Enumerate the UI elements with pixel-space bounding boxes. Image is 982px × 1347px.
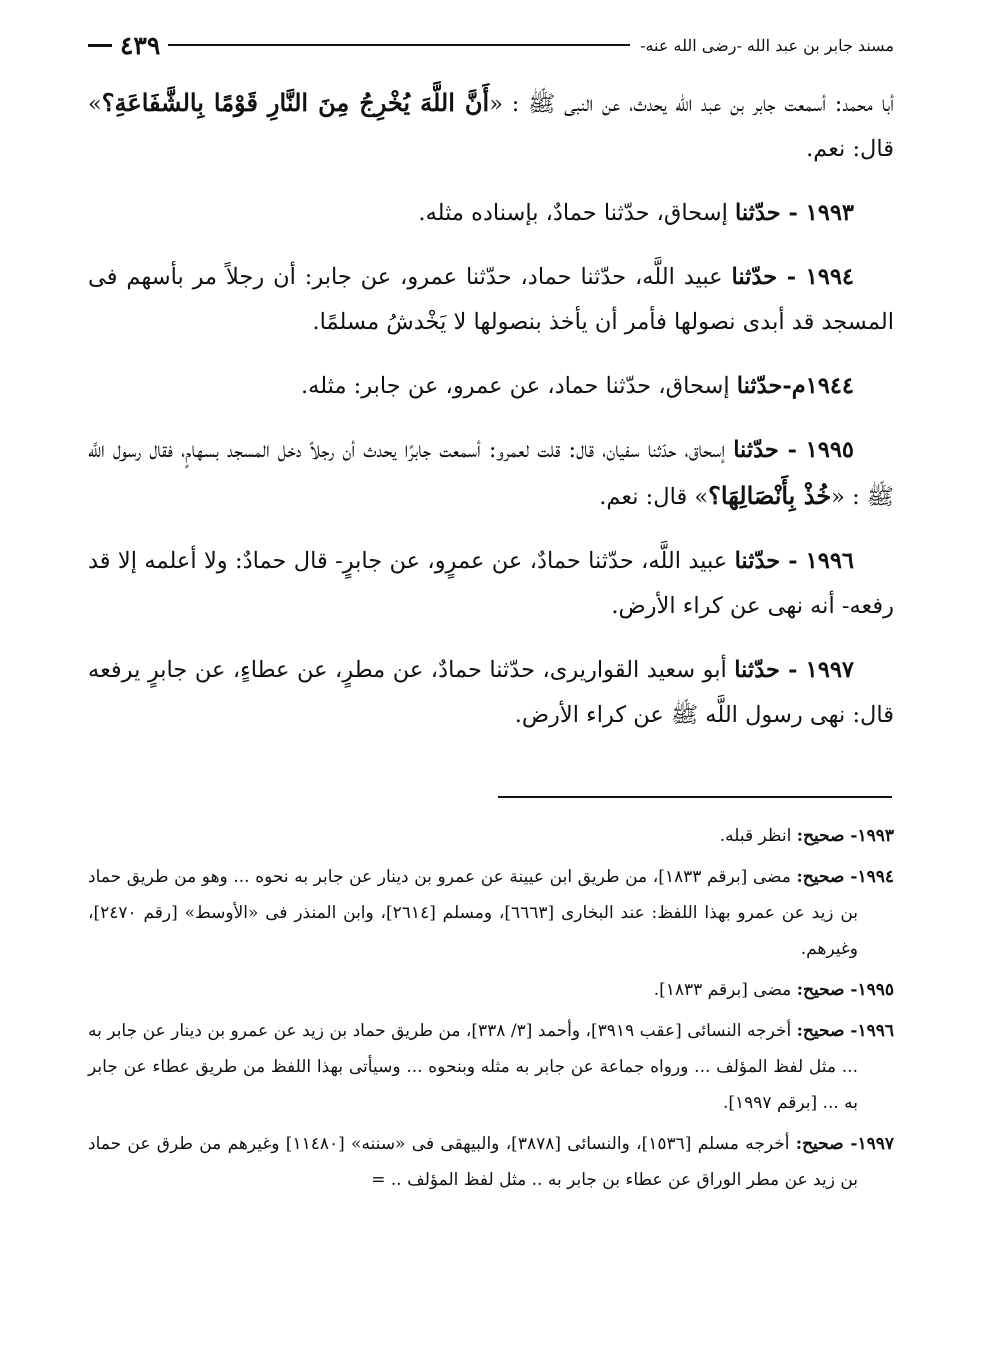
hadith-lead: حدّثنا — [731, 264, 778, 290]
continued-hadith — [88, 80, 894, 172]
hadith-lead: حدّثنا — [733, 437, 779, 463]
hadith-text: إسحاق، حدّثنا حماد، عن عمرو، عن جابر: مثله. — [301, 373, 737, 399]
hadith-lead: حدّثنا — [734, 657, 780, 683]
footnote-1994 — [88, 859, 894, 967]
page-header — [88, 30, 894, 60]
footnote-separator — [498, 796, 892, 798]
footnote-number: ١٩٩٧- صحيح: — [795, 1134, 895, 1154]
intro-lead: أبا محمد: أسمعت جابر بن عبد الله يحدث، عن النبى ﷺ : « — [489, 91, 894, 117]
footnote-text: أخرجه مسلم [١٥٣٦]، والنسائى [٣٨٧٨]، والبيهقى فى «سننه» [١١٤٨٠] وغيرهم من طرق عن حماد بن زيد عن مطر الوراق عن عطاء بن جابر به .. مثل لفظ المؤلف .. = — [88, 1134, 858, 1190]
hadith-quote: خُذْ بِأَنْصَالِهَا؟ — [708, 481, 832, 510]
hadith-number: ١٩٩٧ - — [779, 657, 854, 683]
footnote-number: ١٩٩٦- صحيح: — [796, 1021, 894, 1041]
hadith-lead: حدّثنا — [736, 373, 783, 399]
page-number: ٤٣٩ — [120, 30, 161, 60]
footnote-text: انظر قبله. — [719, 826, 797, 846]
hadith-lead: حدّثنا — [735, 200, 781, 226]
header-rule — [168, 44, 630, 46]
footnotes — [88, 818, 894, 1203]
hadith-1997 — [88, 648, 894, 738]
footnote-text: أخرجه النسائى [عقب ٣٩١٩]، وأحمد [٣/ ٣٣٨]، من طريق حماد بن زيد عن عمرو بن دينار عن جابر به ... مثل لفظ المؤلف ... ورواه جماعة عن جابر به مثله وبنحوه ... وسيأتى بهذا اللفظ من طريق عطاء عن جابر به ... [برقم ١٩٩٧]. — [88, 1021, 858, 1113]
hadith-number: ١٩٩٣ - — [780, 200, 854, 226]
footnote-1993 — [88, 818, 894, 854]
hadith-text: أبو سعيد القواريرى، حدّثنا حمادٌ، عن مطرٍ، عن عطاءٍ، عن جابرٍ يرفعه قال: نهى رسول اللَّه ﷺ عن كراء الأرض. — [88, 657, 894, 728]
hadith-text: إسحاق، حدّثنا سفيان، قال: قلت لعمرو: أسمعت جابرًا يحدث أن رجلاً دخل المسجد بسهامٍ، فقال رسول اللَّه ﷺ : « — [88, 437, 894, 510]
hadith-number: ١٩٤٤م- — [782, 373, 854, 399]
page-number-dash — [88, 44, 112, 47]
hadith-text: إسحاق، حدّثنا حمادٌ، بإسناده مثله. — [418, 200, 735, 226]
hadith-1995 — [88, 428, 894, 520]
main-text — [88, 80, 894, 757]
hadith-tail: » قال: نعم. — [599, 484, 709, 510]
running-title: مسند جابر بن عبد الله -رضى الله عنه- — [640, 35, 894, 55]
hadith-text: عبيد اللَّه، حدّثنا حماد، حدّثنا عمرو، عن جابر: أن رجلاً مر بأسهم فى المسجد قد أبدى نصولها فأمر أن يأخذ بنصولها لا يَخْدشُ مسلمًا. — [88, 264, 894, 335]
footnote-1995 — [88, 972, 894, 1008]
hadith-1944m — [88, 364, 894, 409]
footnote-text: مضى [برقم ١٨٣٣]. — [653, 980, 797, 1000]
hadith-number: ١٩٩٤ - — [777, 264, 854, 290]
footnote-1996 — [88, 1013, 894, 1121]
intro-quote: أَنَّ اللَّهَ يُخْرِجُ مِنَ النَّارِ قَوْمًا بِالشَّفَاعَةِ؟ — [101, 88, 490, 117]
footnote-number: ١٩٩٥- صحيح: — [796, 980, 894, 1000]
hadith-1994 — [88, 255, 894, 345]
footnote-text: مضى [برقم ١٨٣٣]، من طريق ابن عيينة عن عمرو بن دينار عن جابر به نحوه ... وهو من طريق حماد بن زيد عن عمرو بهذا اللفظ: عند البخارى [٦٦٦٣]، ومسلم [٢٦١٤]، وابن المنذر فى «الأوسط» [رقم ٢٤٧٠]، وغيرهم. — [88, 867, 859, 959]
footnote-number: ١٩٩٣- صحيح: — [796, 826, 894, 846]
hadith-number: ١٩٩٦ - — [780, 548, 854, 574]
hadith-1996 — [88, 539, 894, 629]
hadith-1993 — [88, 191, 894, 236]
intro-tail: » قال: نعم. — [88, 91, 894, 162]
hadith-number: ١٩٩٥ - — [778, 437, 854, 463]
footnote-number: ١٩٩٤- صحيح: — [796, 867, 895, 887]
hadith-lead: حدّثنا — [734, 548, 781, 574]
footnote-1997 — [88, 1126, 894, 1198]
hadith-text: عبيد اللَّه، حدّثنا حمادٌ، عن عمرٍو، عن جابرٍ- قال حمادٌ: ولا أعلمه إلا قد رفعه- أنه نهى عن كراء الأرض. — [88, 548, 894, 619]
